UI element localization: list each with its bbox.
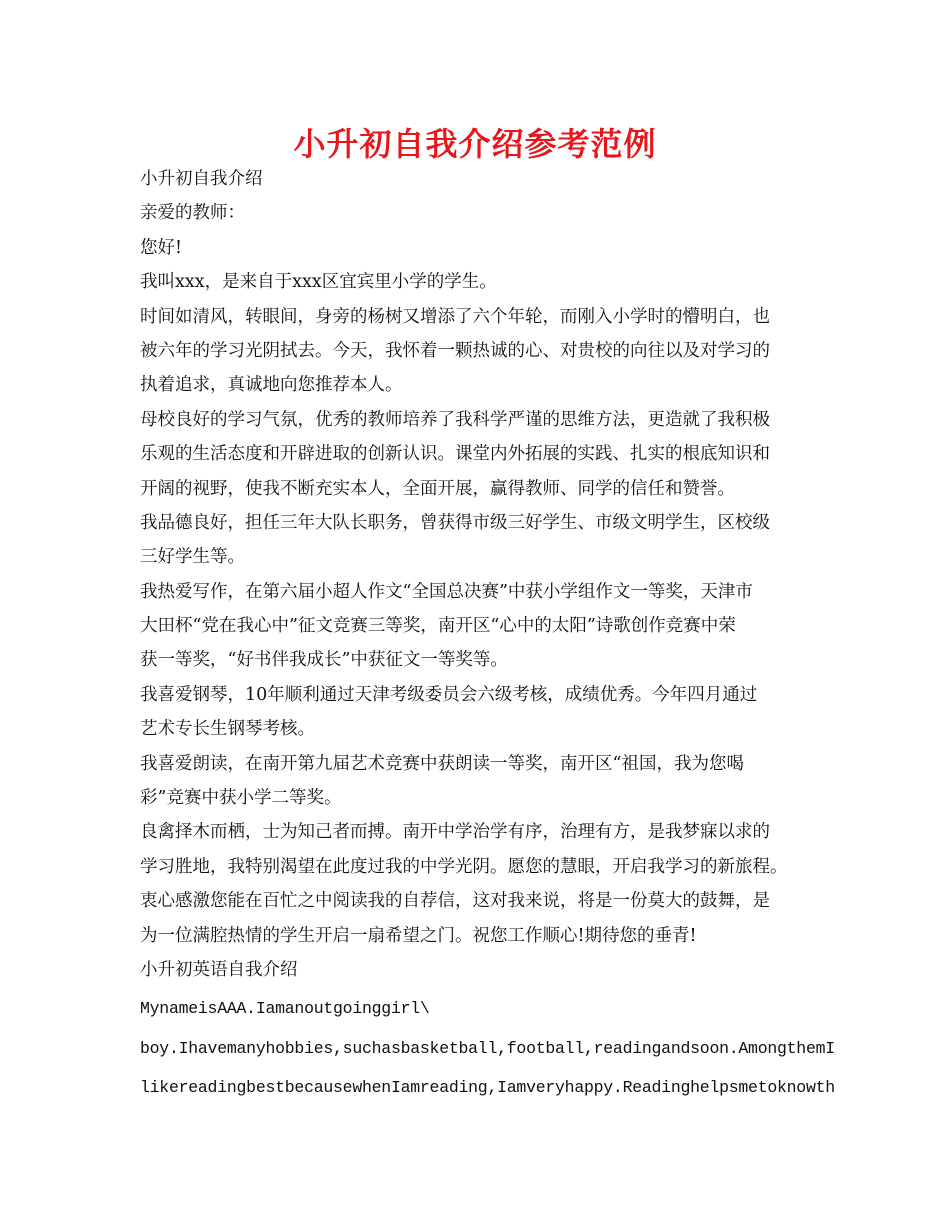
body-line: 乐观的生活态度和开辟进取的创新认识。课堂内外拓展的实践、扎实的根底知识和	[140, 444, 770, 465]
body-line: 艺术专长生钢琴考核。	[140, 719, 315, 740]
body-line: 我叫xxx，是来自于xxx区宜宾里小学的学生。	[140, 272, 497, 293]
body-line: 获一等奖，“好书伴我成长”中获征文一等奖等。	[140, 650, 508, 671]
body-line: 开阔的视野，使我不断充实本人，全面开展，赢得教师、同学的信任和赞誉。	[140, 478, 735, 499]
english-line: boy.Ihavemanyhobbies,suchasbasketball,football,readingandsoon.AmongthemI	[140, 1038, 835, 1058]
body-line: 我品德良好，担任三年大队长职务，曾获得市级三好学生、市级文明学生，区校级	[140, 512, 770, 533]
body-line: 我喜爱朗读，在南开第九届艺术竞赛中获朗读一等奖，南开区“祖国，我为您喝	[140, 753, 744, 774]
body-line: 彩”竞赛中获小学二等奖。	[140, 788, 342, 809]
body-line: 我喜爱钢琴，10年顺利通过天津考级委员会六级考核，成绩优秀。今年四月通过	[140, 684, 758, 705]
english-line: likereadingbestbecausewhenIamreading,Iamveryhappy.Readinghelpsmetoknowth	[140, 1078, 835, 1098]
english-line: MynameisAAA.Iamanoutgoinggirl\	[140, 999, 430, 1019]
body-line: 被六年的学习光阴拭去。今天，我怀着一颗热诚的心、对贵校的向往以及对学习的	[140, 340, 770, 361]
body-line: 小升初自我介绍	[140, 169, 263, 189]
body-line: 三好学生等。	[140, 547, 245, 568]
body-line: 母校良好的学习气氛，优秀的教师培养了我科学严谨的思维方法，更造就了我积极	[140, 409, 770, 430]
body-line: 学习胜地，我特别渴望在此度过我的中学光阴。愿您的慧眼，开启我学习的新旅程。	[140, 856, 788, 877]
body-line: 我热爱写作，在第六届小超人作文“全国总决赛”中获小学组作文一等奖，天津市	[140, 581, 753, 602]
body-line: 为一位满腔热情的学生开启一扇希望之门。祝您工作顺心!期待您的垂青!	[140, 925, 697, 946]
document-body	[140, 162, 835, 1106]
body-line: 亲爱的教师：	[140, 203, 245, 224]
body-line: 衷心感激您能在百忙之中阅读我的自荐信，这对我来说，将是一份莫大的鼓舞，是	[140, 891, 770, 912]
body-line: 小升初英语自我介绍	[140, 959, 298, 980]
body-line: 执着追求，真诚地向您推荐本人。	[140, 375, 403, 396]
body-line: 时间如清风，转眼间，身旁的杨树又增添了六个年轮，而刚入小学时的懵明白，也	[140, 306, 770, 327]
body-line: 大田杯“党在我心中”征文竞赛三等奖，南开区“心中的太阳”诗歌创作竞赛中荣	[140, 616, 736, 637]
body-line: 良禽择木而栖，士为知己者而搏。南开中学治学有序，治理有方，是我梦寐以求的	[140, 822, 770, 843]
body-line: 您好!	[140, 237, 183, 258]
document-title: 小升初自我介绍参考范例	[293, 125, 657, 163]
